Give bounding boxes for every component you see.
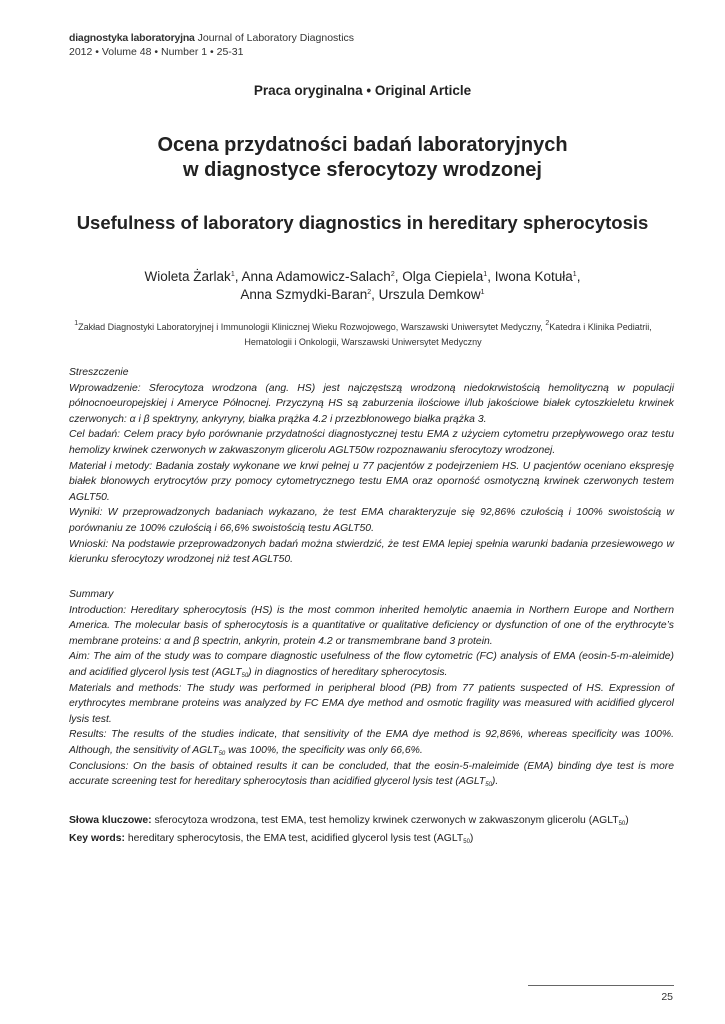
author-affiliation-mark: 1 [572,271,577,278]
title-polish [40,133,685,183]
subscript: 50 [618,821,626,827]
keywords-polish-end: ) [625,815,629,826]
abstract-aim [69,649,674,680]
author-list [40,268,685,304]
abstract-results [69,727,674,758]
subscript: 50 [241,672,249,679]
keywords-polish-label: Słowa kluczowe: [69,815,152,826]
abstract-results: Wyniki: W przeprowadzonych badaniach wykazano, że test EMA charakteryzuje się 92,86% czułością i 100% swoistością w porównaniu ze 100% czułością i 66,6% swoistością testu AGLT50. [69,507,674,534]
author-affiliation-mark: 2 [390,271,395,278]
title-polish-line-1: Ocena przydatności badań laboratoryjnych [157,134,568,156]
keywords [69,812,679,848]
author-line-2: Anna Szmydki-Baran$^2$, Urszula Demkow$^1$ [240,287,485,302]
footer-divider [528,985,674,986]
author-name: Wioleta Żarlak [144,269,231,284]
subscript: 50 [485,782,492,789]
abstract-polish [69,365,674,568]
affiliation-2: Katedra i Klinika Pediatrii, Hematologii i Onkologii, Warszawski Uniwersytet Medyczny [244,322,652,347]
title-polish-line-2: w diagnostyce sferocytozy wrodzonej [183,159,542,181]
abstract-intro: Wprowadzenie: Sferocytoza wrodzona (ang. HS) jest najczęstszą wrodzoną niedokrwistością hemolityczną w populacji północnoeuropejskiej i Ameryce Północnej. Przyczyną HS są zaburzenia ilościowe i/lub jakościowe białek cytoszkieletu krwinek czerwonych: α i β spektryny, ankyryny, białka prążka 4.2 i przezbłonowego białka prążka 3. [69,382,674,425]
abstract-english [69,587,674,790]
journal-name: Journal of Laboratory Diagnostics [197,32,355,44]
abstract-heading: Streszczenie [69,367,129,378]
abstract-conclusions-text: Conclusions: On the basis of obtained results it can be concluded, that the eosin-5-maleimide (EMA) binding dye test is more accurate screening test for hereditary spherocytosis than acidified glycerol lysis test (AGLT [69,760,674,788]
journal-header [69,31,354,59]
subscript: 50 [463,839,470,845]
abstract-aim-text: Aim: The aim of the study was to compare diagnostic usefulness of the flow cytometric (FC) analysis of EMA (eosin-5-m-aleimide) and acidified glycerol lysis test (AGLT [69,651,674,678]
keywords-english-label: Key words: [69,833,126,844]
abstract-conclusions-text-end: ). [491,776,499,788]
affiliation-mark: 1 [74,320,79,327]
subscript: 50 [218,750,226,757]
abstract-intro: Introduction: Hereditary spherocytosis (HS) is the most common inherited hemolytic anaemia in Northern Europe and Northern America. The molecular basis of spherocytosis is a quantitative or qualitative deficiency or dysfunction of one of the erythrocyte’s membrane proteins: α and β spectrin, ankyrin, protein 4.2 or transmembrane band 3 protein. [69,604,674,647]
author-name: Urszula Demkow [378,287,481,302]
author-line-1: Wioleta Żarlak$^1$, Anna Adamowicz-Salach$^2$, Olga Ciepiela$^1$, Iwona Kotuła$^1$, [144,269,581,284]
keywords-polish [69,812,679,830]
abstract-results-text-end: was 100%, the specificity was only 66,6%. [225,744,423,756]
author-name: Iwona Kotuła [494,269,573,284]
keywords-english [69,830,679,848]
keywords-english-end: ) [469,833,474,844]
journal-title-line [69,31,354,45]
abstract-aim: Cel badań: Celem pracy było porównanie przydatności diagnostycznej testu EMA z użyciem cytometru przepływowego oraz testu hemolizy krwinek czerwonych w zakwaszonym glicerolu AGLT50w rozpoznawaniu sferocytozy wrodzonej. [69,429,674,456]
author-name: Anna Adamowicz-Salach [241,269,391,284]
author-affiliation-mark: 1 [230,271,235,278]
title-english: Usefulness of laboratory diagnostics in hereditary spherocytosis [76,212,649,233]
article-type: Praca oryginalna • Original Article [253,83,472,98]
affiliation-1: Zakład Diagnostyki Laboratoryjnej i Immunologii Klinicznej Wieku Rozwojowego, Warszawski Uniwersytet Medyczny, [78,322,546,332]
keywords-polish-text: sferocytoza wrodzona, test EMA, test hemolizy krwinek czerwonych w zakwaszonym glicerolu (AGLT [151,815,619,826]
journal-brand: diagnostyka laboratoryjna [69,32,195,44]
affiliation-mark: 2 [545,320,550,327]
abstract-methods: Materiał i metody: Badania zostały wykonane we krwi pełnej u 77 pacjentów z podejrzeniem HS. U pacjentów oceniano ekspresję białek błonowych erytrocytów przy pomocy cytometrycznego testu EMA oraz oporność osmotyczną krwinek czerwonych testem AGLT50. [69,460,674,503]
keywords-english-text: hereditary spherocytosis, the EMA test, acidified glycerol lysis test (AGLT [125,833,464,844]
abstract-conclusions [69,759,674,790]
abstract-heading: Summary [69,589,114,600]
author-affiliation-mark: 2 [367,289,372,296]
issue-info: 2012 • Volume 48 • Number 1 • 25-31 [69,46,244,58]
abstract-aim-text-end: ) in diagnostics of hereditary spherocytosis. [248,666,448,678]
abstract-conclusions: Wnioski: Na podstawie przeprowadzonych badań można stwierdzić, że test EMA lepiej spełnia warunki badania przesiewowego w kierunku sferocytozy wrodzonej niż test AGLT50. [69,538,674,566]
abstract-methods: Materials and methods: The study was performed in peripheral blood (PB) from 77 patients suspected of HS. Expression of erythrocytes membrane proteins was analyzed by FC EMA dye method and osmotic fragility was measured with acidified glycerol lysis test. [69,682,674,725]
author-affiliation-mark: 1 [480,289,485,296]
affiliations [68,320,658,350]
author-name: Olga Ciepiela [402,269,484,284]
page-number: 25 [661,991,673,1003]
author-name: Anna Szmydki-Baran [240,287,368,302]
author-affiliation-mark: 1 [483,271,488,278]
abstract-results-text: Results: The results of the studies indicate, that sensitivity of the EMA dye method is 92,86%, whereas specificity was 100%. Although, the sensitivity of AGLT [69,729,674,756]
